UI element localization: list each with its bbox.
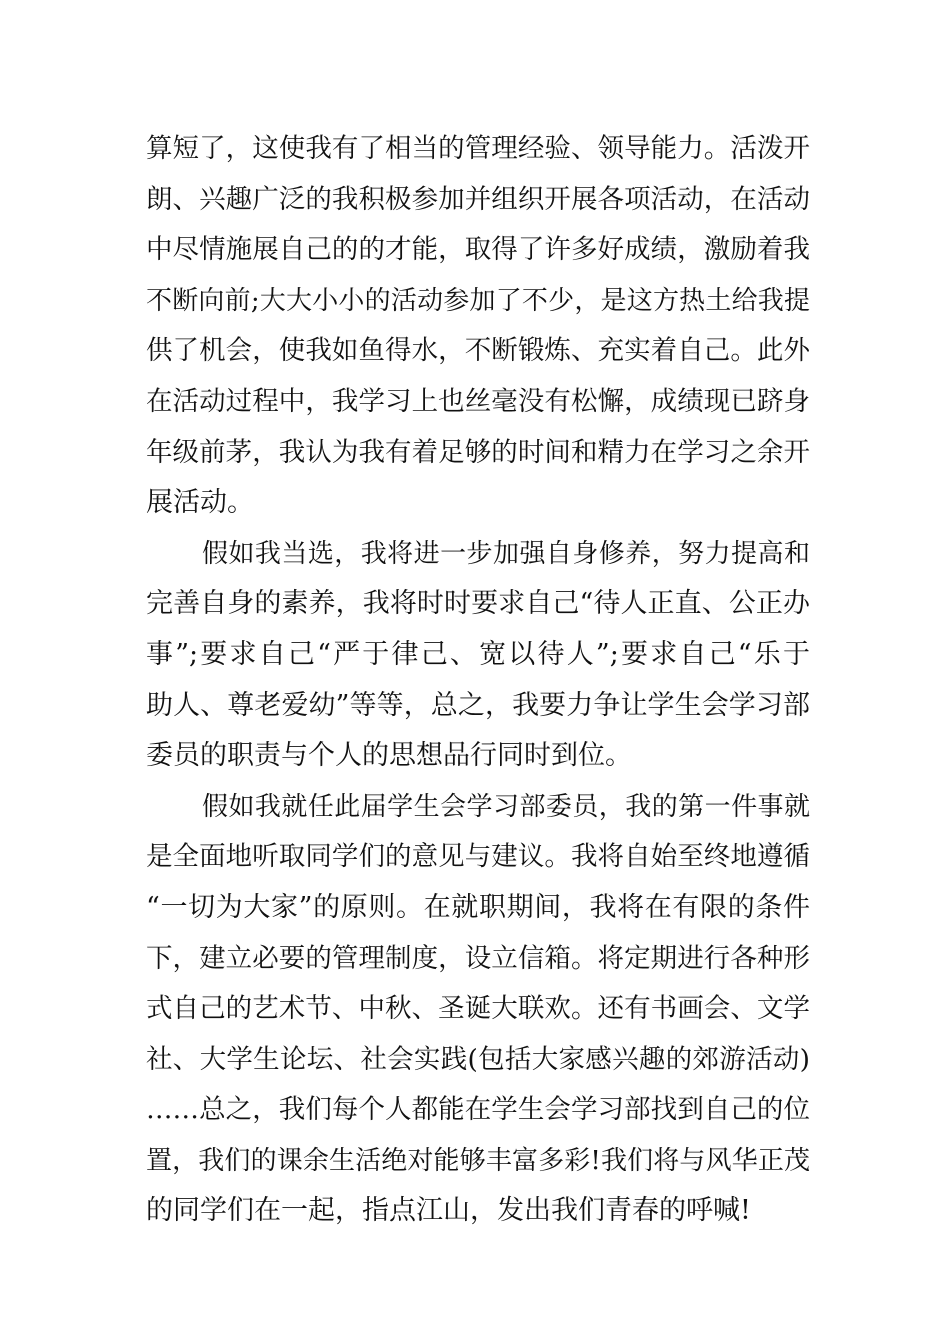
text-line: ……总之，我们每个人都能在学生会学习部找到自己的位 xyxy=(146,1094,810,1126)
text-line: 式自己的艺术节、中秋、圣诞大联欢。还有书画会、文学 xyxy=(146,993,810,1025)
text-line: 完善自身的素养，我将时时要求自己“待人正直、公正办 xyxy=(146,588,810,620)
text-line: 供了机会，使我如鱼得水，不断锻炼、充实着自己。此外 xyxy=(146,335,810,367)
text-line: 社、大学生论坛、社会实践(包括大家感兴趣的郊游活动) xyxy=(146,1043,810,1075)
text-line: 事”;要求自己“严于律己、宽以待人”;要求自己“乐于 xyxy=(146,638,810,670)
text-line: 置，我们的课余生活绝对能够丰富多彩!我们将与风华正茂 xyxy=(146,1145,810,1176)
text-line: 假如我当选，我将进一步加强自身修养，努力提高和 xyxy=(202,538,810,569)
text-line: 不断向前;大大小小的活动参加了不少，是这方热土给我提 xyxy=(146,285,810,316)
text-line: 中尽情施展自己的的才能，取得了许多好成绩，激励着我 xyxy=(146,234,810,266)
text-line: 朗、兴趣广泛的我积极参加并组织开展各项活动，在活动 xyxy=(146,183,810,215)
body-text xyxy=(146,124,810,1237)
text-line: 展活动。 xyxy=(146,487,254,519)
text-line: 假如我就任此届学生会学习部委员，我的第一件事就 xyxy=(202,791,810,822)
text-line: 助人、尊老爱幼”等等，总之，我要力争让学生会学习部 xyxy=(146,689,810,721)
text-line: 委员的职责与个人的思想品行同时到位。 xyxy=(146,740,632,772)
text-line: 在活动过程中，我学习上也丝毫没有松懈，成绩现已跻身 xyxy=(146,385,810,417)
text-line: 的同学们在一起，指点江山，发出我们青春的呼喊! xyxy=(146,1195,751,1227)
text-line: 年级前茅，我认为我有着足够的时间和精力在学习之余开 xyxy=(146,436,810,468)
text-line: “一切为大家”的原则。在就职期间，我将在有限的条件 xyxy=(146,891,810,923)
text-line: 是全面地听取同学们的意见与建议。我将自始至终地遵循 xyxy=(146,841,810,873)
text-line: 算短了，这使我有了相当的管理经验、领导能力。活泼开 xyxy=(146,133,810,164)
text-line: 下，建立必要的管理制度，设立信箱。将定期进行各种形 xyxy=(146,942,810,974)
